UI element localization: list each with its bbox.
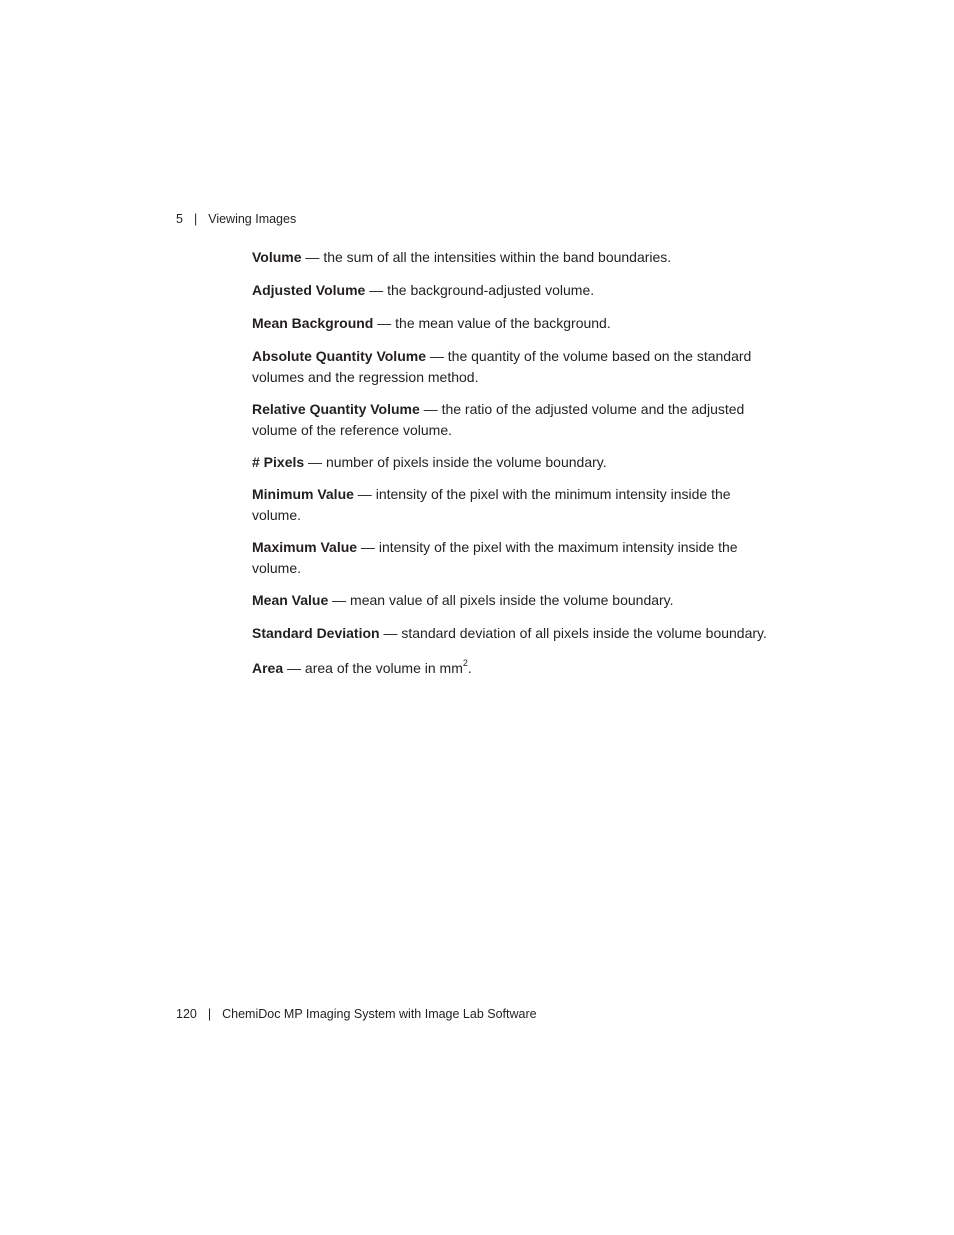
definition-dash: — [283,660,305,676]
definition-volume [252,247,671,268]
definition-dash: — [353,486,376,502]
definition-dash: — [357,539,379,555]
definition-text: mean value of all pixels inside the volume boundary. [350,592,674,608]
definition-text: intensity of the pixel with the minimum intensity inside the volume. [252,486,731,523]
definition-absolute-quantity-volume [252,346,772,387]
superscript-exponent: 2 [462,658,468,669]
definition-minimum-value [252,484,752,525]
definition-text: number of pixels inside the volume boundary. [325,454,607,470]
running-footer [176,1006,537,1022]
definition-text: the mean value of the background. [395,315,611,331]
definition-relative-quantity-volume [252,399,772,440]
definition-text: the background-adjusted volume. [387,282,595,298]
definition-text: the ratio of the adjusted volume and the adjusted volume of the reference volume. [252,401,745,438]
definition-term: Volume [252,249,302,265]
definition-term: Relative Quantity Volume [252,401,420,417]
definition-dash: — [419,401,442,417]
definition-maximum-value [252,537,757,578]
definition-text: the quantity of the volume based on the standard volumes and the regression method. [252,348,752,385]
definition-text: the sum of all the intensities within the band boundaries. [323,249,672,265]
definition-term: Area [252,660,284,676]
definition-dash: — [379,625,402,641]
definition-text: intensity of the pixel with the maximum intensity inside the volume. [252,539,738,576]
definition-term: Standard Deviation [252,625,380,641]
definition-dash: — [373,315,396,331]
definition-term: Adjusted Volume [252,282,366,298]
definition-mean-background [252,313,611,334]
footer-separator: | [207,1007,212,1021]
definition-text: area of the volume in mm [304,660,463,676]
definition-term: Mean Background [252,315,374,331]
running-header [176,211,296,227]
definition-mean-value [252,590,674,611]
definition-dash: — [328,592,351,608]
definition-dash: — [365,282,388,298]
definition-dash: — [425,348,448,364]
page-number: 120 [176,1007,197,1021]
definition-area [252,658,472,679]
definition-term: # Pixels [252,454,305,470]
definition-dash: — [304,454,326,470]
definition-suffix: . [467,660,472,676]
chapter-title: Viewing Images [208,212,297,226]
definition-text: standard deviation of all pixels inside the volume boundary. [401,625,767,641]
definition-dash: — [301,249,324,265]
definition-term: Absolute Quantity Volume [252,348,426,364]
definition-term: Minimum Value [252,486,354,502]
book-title: ChemiDoc MP Imaging System with Image Lab Software [222,1007,537,1021]
definition-pixels [252,452,607,473]
definition-standard-deviation [252,623,767,644]
definition-adjusted-volume [252,280,594,301]
header-separator: | [193,212,198,226]
definition-term: Mean Value [252,592,329,608]
definition-term: Maximum Value [252,539,358,555]
chapter-number: 5 [176,212,183,226]
